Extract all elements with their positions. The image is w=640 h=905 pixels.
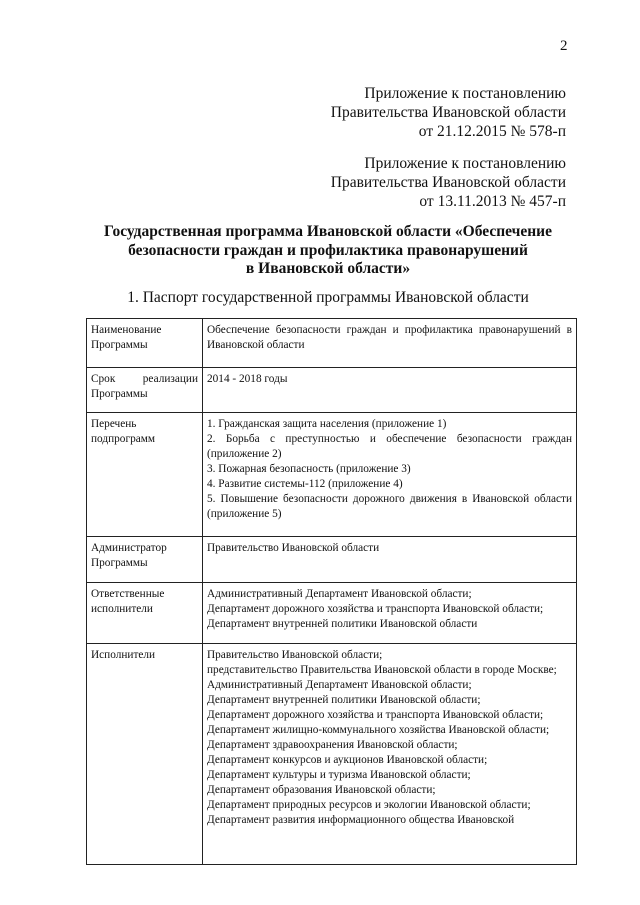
section-heading: 1. Паспорт государственной программы Ивановской области — [127, 289, 529, 306]
label-word: реализации — [142, 373, 198, 385]
list-item: Административный Департамент Ивановской области; — [207, 588, 472, 600]
list-item: Департамент внутренней политики Ивановской области — [207, 618, 478, 630]
label-word: Срок — [91, 373, 116, 385]
list-item: Департамент конкурсов и аукционов Ивановской области; — [207, 754, 488, 766]
period-label-first-line — [91, 372, 198, 387]
row-label: Наименование Программы — [87, 319, 203, 368]
list-item: 5. Повышение безопасности дорожного движения в Ивановской области (приложение 5) — [207, 493, 572, 520]
annex-line: Приложение к постановлению — [364, 85, 566, 102]
row-label: Перечень подпрограмм — [87, 413, 203, 537]
label-word: Программы — [91, 388, 148, 400]
list-item: Департамент внутренней политики Ивановской области; — [207, 694, 481, 706]
list-item: Департамент развития информационного общества Ивановской — [207, 814, 515, 826]
annex-reference-current — [331, 84, 566, 141]
program-title-line: безопасности граждан и профилактика правонарушений — [128, 241, 528, 259]
table-row — [87, 413, 577, 537]
annex-line: Приложение к постановлению — [364, 155, 566, 172]
row-value: Обеспечение безопасности граждан и профилактика правонарушений в Ивановской области — [203, 319, 577, 368]
annex-reference-original — [331, 154, 566, 211]
row-value: Правительство Ивановской области — [203, 537, 577, 583]
list-item: 2. Борьба с преступностью и обеспечение безопасности граждан (приложение 2) — [207, 433, 572, 460]
annex-line: Правительства Ивановской области — [330, 104, 566, 121]
list-item: представительство Правительства Ивановской области в городе Москве; — [207, 664, 557, 676]
list-item: Департамент дорожного хозяйства и транспорта Ивановской области; — [207, 709, 544, 721]
table-row — [87, 319, 577, 368]
table-row — [87, 368, 577, 413]
program-title-line: Государственная программа Ивановской области «Обеспечение — [103, 223, 552, 240]
list-item: Департамент здравоохранения Ивановской области; — [207, 739, 458, 751]
program-passport-table — [86, 318, 577, 865]
list-item: 4. Развитие системы-112 (приложение 4) — [207, 478, 403, 490]
list-item: Департамент природных ресурсов и экологии Ивановской области; — [207, 799, 531, 811]
list-item: Административный Департамент Ивановской области; — [207, 679, 472, 691]
subprogram-list — [203, 413, 577, 537]
table-row — [87, 644, 577, 865]
page-number: 2 — [560, 38, 568, 54]
row-label: Администратор Программы — [87, 537, 203, 583]
program-title-line: в Ивановской области» — [245, 260, 411, 277]
row-label — [87, 368, 203, 413]
row-label: Ответственные исполнители — [87, 583, 203, 644]
annex-line: Правительства Ивановской области — [330, 174, 566, 191]
executors-list — [203, 644, 577, 865]
table-row — [87, 583, 577, 644]
table-row — [87, 537, 577, 583]
list-item: 1. Гражданская защита населения (приложение 1) — [207, 418, 447, 430]
list-item: Правительство Ивановской области; — [207, 649, 383, 661]
responsible-list — [203, 583, 577, 644]
list-item: Департамент дорожного хозяйства и транспорта Ивановской области; — [207, 603, 544, 615]
annex-date-number: от 13.11.2013 № 457-п — [419, 193, 566, 210]
row-label: Исполнители — [87, 644, 203, 865]
list-item: Департамент образования Ивановской области; — [207, 784, 436, 796]
row-value: 2014 - 2018 годы — [203, 368, 577, 413]
program-title — [90, 223, 566, 279]
list-item: 3. Пожарная безопасность (приложение 3) — [207, 463, 411, 475]
annex-date-number: от 21.12.2015 № 578-п — [418, 123, 566, 140]
list-item: Департамент жилищно-коммунального хозяйства Ивановской области; — [207, 724, 550, 736]
list-item: Департамент культуры и туризма Ивановской области; — [207, 769, 471, 781]
